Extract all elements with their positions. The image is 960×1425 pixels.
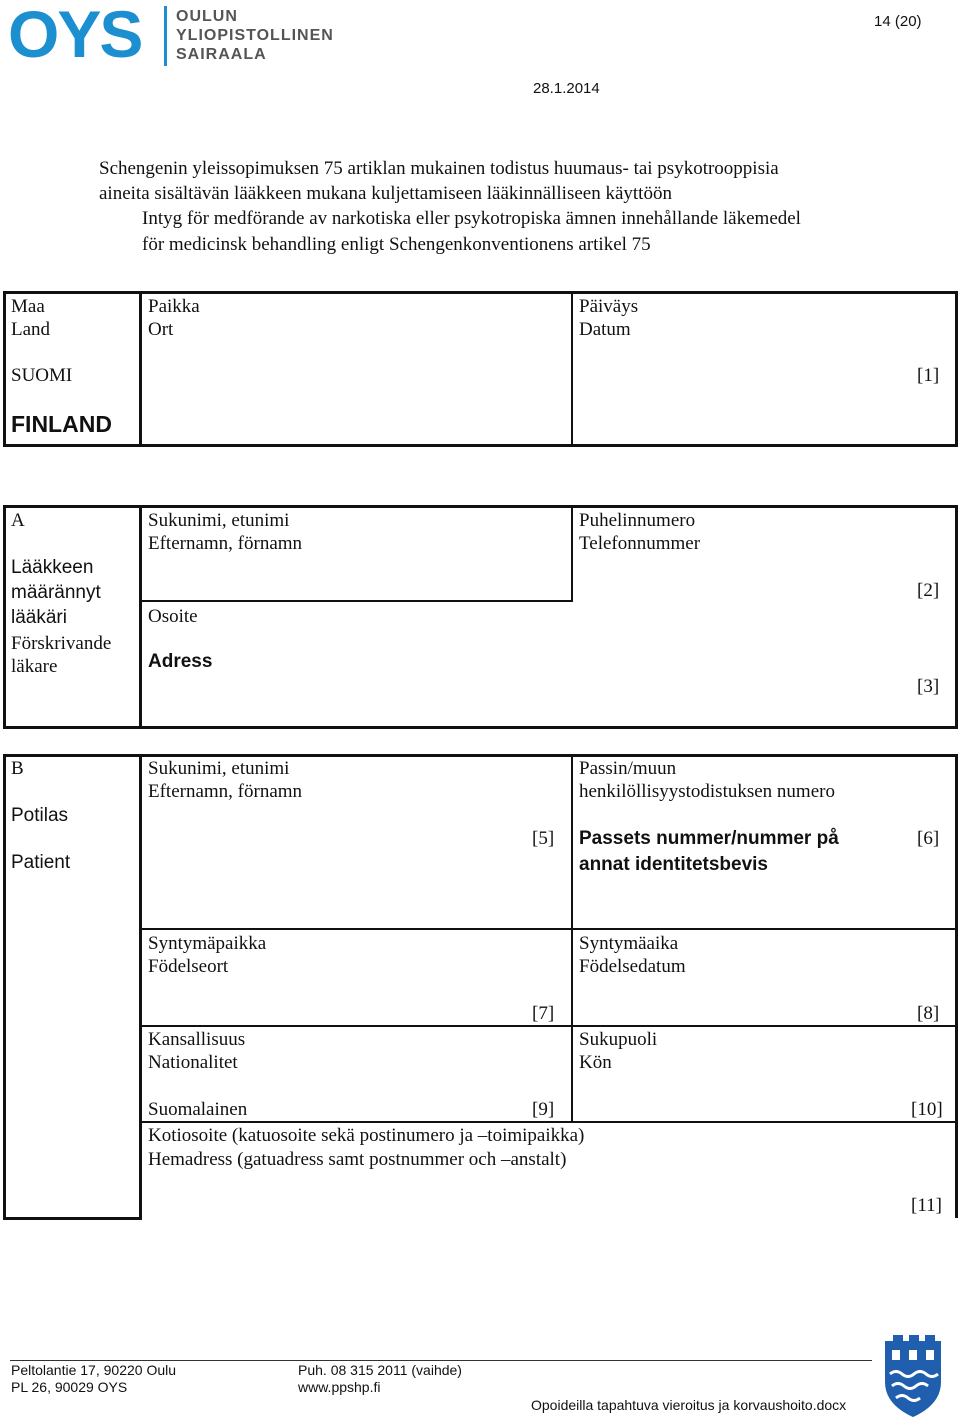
ref-10: [10] [911, 1099, 943, 1120]
oys-logo [8, 0, 338, 71]
ref-7: [7] [532, 1003, 555, 1024]
section-a-label-5: läkare [11, 656, 58, 677]
nationality-value: Suomalainen [148, 1099, 248, 1120]
ref-1: [1] [917, 365, 940, 386]
section-a-label-3: lääkäri [11, 607, 67, 628]
doctor-phone-label-sv: Telefonnummer [579, 533, 701, 554]
nationality-label-sv: Nationalitet [148, 1052, 238, 1073]
doctor-phone-label-fi: Puhelinnumero [579, 510, 696, 531]
footer-rule [10, 1360, 872, 1361]
section-a-box [3, 505, 958, 729]
divider [3, 754, 6, 1220]
passport-label-fi-2: henkilöllisyystodistuksen numero [579, 781, 835, 802]
coat-of-arms-icon [880, 1332, 946, 1418]
date-label-sv: Datum [579, 319, 631, 340]
section-a-label-1: Lääkkeen [11, 557, 94, 578]
logo-divider [164, 6, 167, 66]
birthplace-label-sv: Födelseort [148, 956, 229, 977]
birthdate-label-sv: Födelsedatum [579, 956, 686, 977]
divider [141, 1025, 956, 1027]
section-b-label-sv: Patient [11, 852, 71, 873]
section-b-label-fi: Potilas [11, 805, 69, 826]
divider [571, 505, 573, 601]
country-value-sv: FINLAND [11, 411, 112, 437]
footer-address-1: Peltolantie 17, 90220 Oulu [11, 1362, 177, 1378]
doctor-address-label-fi: Osoite [148, 606, 198, 627]
passport-label-sv-2: annat identitetsbevis [579, 854, 768, 875]
logo-sub-1: OULUN [176, 8, 238, 25]
patient-name-label-fi: Sukunimi, etunimi [148, 758, 290, 779]
country-label-fi: Maa [11, 296, 45, 317]
section-a-label-4: Förskrivande [11, 633, 112, 654]
patient-name-label-sv: Efternamn, förnamn [148, 781, 303, 802]
ref-8: [8] [917, 1003, 940, 1024]
divider [139, 291, 142, 447]
section-a-label-2: määrännyt [11, 582, 101, 603]
logo-mark: OYS [8, 0, 142, 71]
ref-6: [6] [917, 828, 940, 849]
doctor-name-label-sv: Efternamn, förnamn [148, 533, 303, 554]
ref-5: [5] [532, 828, 555, 849]
place-label-fi: Paikka [148, 296, 200, 317]
logo-sub-2: YLIOPISTOLLINEN [176, 27, 334, 44]
home-address-label-sv: Hemadress (gatuadress samt postnummer och –anstalt) [148, 1149, 567, 1170]
divider [141, 600, 573, 602]
title-sv-2: för medicinsk behandling enligt Schengenkonventionens artikel 75 [142, 234, 651, 255]
divider [571, 291, 573, 447]
section-a-letter: A [11, 510, 25, 531]
divider [955, 754, 958, 1218]
country-label-sv: Land [11, 319, 51, 340]
footer-address-2: PL 26, 90029 OYS [11, 1379, 128, 1395]
sex-label-sv: Kön [579, 1052, 612, 1073]
page-number: 14 (20) [874, 13, 922, 30]
divider [141, 1121, 956, 1123]
ref-11: [11] [911, 1195, 942, 1216]
header-date: 28.1.2014 [533, 80, 600, 97]
divider [141, 928, 956, 930]
passport-label-fi-1: Passin/muun [579, 758, 677, 779]
sex-label-fi: Sukupuoli [579, 1029, 658, 1050]
home-address-label-fi: Kotiosoite (katuosoite sekä postinumero ja –toimipaikka) [148, 1125, 585, 1146]
divider [571, 754, 573, 1122]
divider [139, 754, 142, 1220]
doctor-address-label-sv: Adress [148, 651, 213, 672]
section-country-box [3, 291, 958, 447]
title-fi-1: Schengenin yleissopimuksen 75 artiklan mukainen todistus huumaus- tai psykotrooppisia [99, 158, 779, 179]
title-fi-2: aineita sisältävän lääkkeen mukana kuljettamiseen lääkinnälliseen käyttöön [99, 183, 672, 204]
footer-web: www.ppshp.fi [298, 1379, 381, 1395]
footer-filename: Opoideilla tapahtuva vieroitus ja korvaushoito.docx [531, 1397, 847, 1413]
divider [139, 505, 142, 729]
logo-sub-3: SAIRAALA [176, 46, 267, 63]
passport-label-sv-1: Passets nummer/nummer på [579, 828, 839, 849]
footer-phone: Puh. 08 315 2011 (vaihde) [298, 1362, 462, 1378]
birthplace-label-fi: Syntymäpaikka [148, 933, 267, 954]
section-b-outline [3, 754, 958, 757]
doctor-name-label-fi: Sukunimi, etunimi [148, 510, 290, 531]
nationality-label-fi: Kansallisuus [148, 1029, 246, 1050]
ref-9: [9] [532, 1099, 555, 1120]
ref-2: [2] [917, 580, 940, 601]
country-value-fi: SUOMI [11, 365, 73, 386]
title-sv-1: Intyg för medförande av narkotiska eller psykotropiska ämnen innehållande läkemedel [142, 208, 801, 229]
divider [3, 1217, 142, 1220]
ref-3: [3] [917, 676, 940, 697]
date-label-fi: Päiväys [579, 296, 639, 317]
place-label-sv: Ort [148, 319, 174, 340]
section-b-letter: B [11, 758, 24, 779]
birthdate-label-fi: Syntymäaika [579, 933, 679, 954]
